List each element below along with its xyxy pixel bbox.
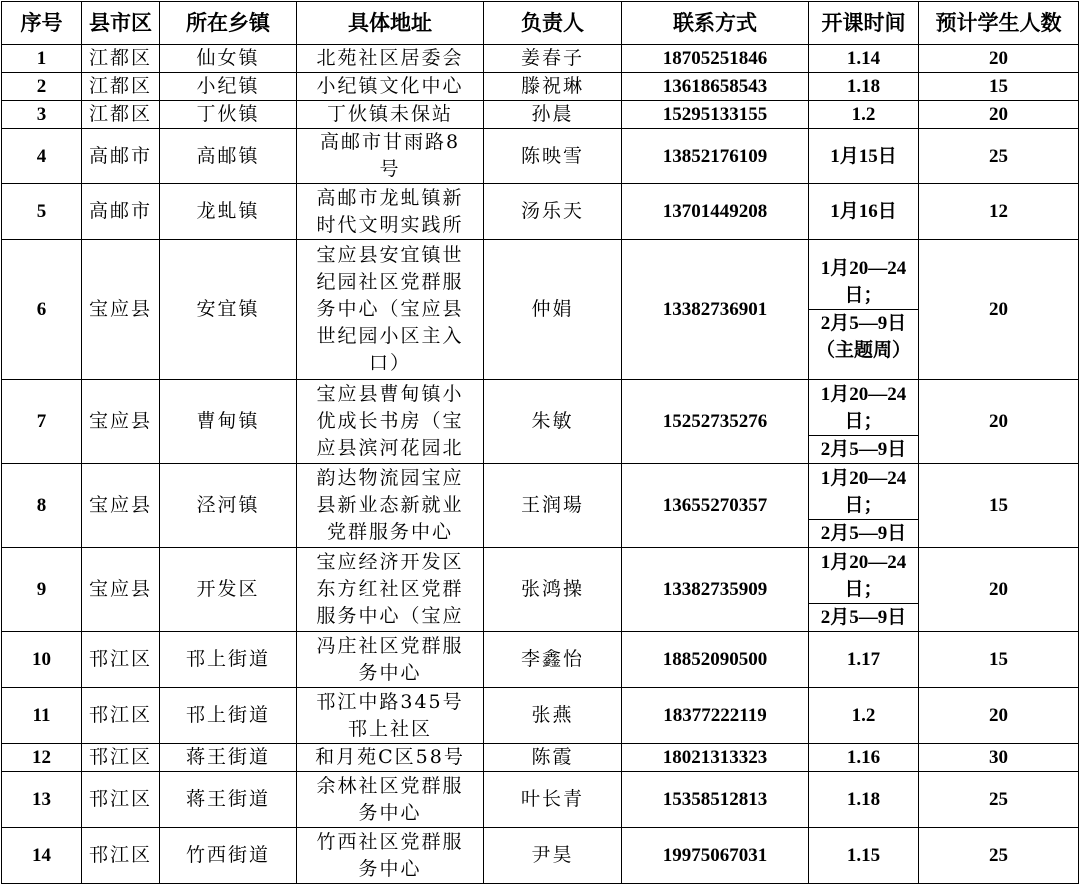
time-part: 1月20—24日； <box>820 467 907 516</box>
cell-students: 25 <box>919 772 1079 828</box>
cell-students: 20 <box>919 548 1079 632</box>
header-students: 预计学生人数 <box>919 2 1079 45</box>
cell-phone: 19975067031 <box>622 828 809 884</box>
cell-address <box>297 184 484 240</box>
cell-time <box>809 548 919 632</box>
cell-town: 蒋王街道 <box>160 772 297 828</box>
cell-seq: 1 <box>2 45 82 73</box>
cell-time <box>809 380 919 464</box>
cell-phone: 13618658543 <box>622 73 809 101</box>
cell-address <box>297 688 484 744</box>
cell-students: 20 <box>919 101 1079 129</box>
cell-town: 高邮镇 <box>160 129 297 184</box>
cell-person: 陈霞 <box>484 744 622 772</box>
cell-time <box>809 464 919 548</box>
cell-seq: 4 <box>2 129 82 184</box>
address-text: 冯庄社区党群服务中心 <box>316 634 464 684</box>
cell-phone: 15295133155 <box>622 101 809 129</box>
table-row <box>2 73 1079 101</box>
cell-county: 邗江区 <box>82 744 160 772</box>
table-row <box>2 129 1079 184</box>
cell-phone: 13382735909 <box>622 548 809 632</box>
cell-county: 高邮市 <box>82 184 160 240</box>
cell-county: 宝应县 <box>82 380 160 464</box>
cell-seq: 9 <box>2 548 82 632</box>
time-part: 1月20—24日； <box>820 383 907 432</box>
cell-students: 25 <box>919 828 1079 884</box>
address-text: 宝应县曹甸镇小优成长书房（宝应县滨河花园北 <box>316 383 464 459</box>
cell-phone: 18705251846 <box>622 45 809 73</box>
cell-town: 邗上街道 <box>160 688 297 744</box>
address-text: 高邮市龙虬镇新时代文明实践所 <box>316 186 464 236</box>
cell-person: 孙晨 <box>484 101 622 129</box>
cell-person: 汤乐天 <box>484 184 622 240</box>
cell-town: 小纪镇 <box>160 73 297 101</box>
table-row <box>2 688 1079 744</box>
table-row <box>2 240 1079 380</box>
cell-seq: 5 <box>2 184 82 240</box>
cell-person: 张鸿操 <box>484 548 622 632</box>
cell-town: 安宜镇 <box>160 240 297 380</box>
cell-address <box>297 772 484 828</box>
cell-address <box>297 380 484 464</box>
cell-county: 高邮市 <box>82 129 160 184</box>
cell-students: 15 <box>919 632 1079 688</box>
header-county: 县市区 <box>82 2 160 45</box>
cell-address <box>297 744 484 772</box>
time-split <box>809 549 918 631</box>
cell-seq: 7 <box>2 380 82 464</box>
cell-person: 王润瑒 <box>484 464 622 548</box>
cell-phone: 13852176109 <box>622 129 809 184</box>
cell-town: 泾河镇 <box>160 464 297 548</box>
cell-students: 20 <box>919 240 1079 380</box>
header-address: 具体地址 <box>297 2 484 45</box>
time-part: 2月5—9日 <box>809 603 918 631</box>
address-text: 宝应经济开发区东方红社区党群服务中心（宝应 <box>316 551 464 627</box>
address-text: 和月苑C区58号 <box>315 746 465 768</box>
cell-address <box>297 240 484 380</box>
time-split <box>809 381 918 463</box>
cell-time: 1.2 <box>809 101 919 129</box>
cell-students: 15 <box>919 73 1079 101</box>
cell-town: 开发区 <box>160 548 297 632</box>
cell-seq: 8 <box>2 464 82 548</box>
cell-time: 1.14 <box>809 45 919 73</box>
cell-county: 宝应县 <box>82 464 160 548</box>
cell-time <box>809 240 919 380</box>
time-part: 2月5—9日（主题周） <box>809 309 918 364</box>
cell-time: 1.18 <box>809 772 919 828</box>
table-row <box>2 744 1079 772</box>
cell-students: 20 <box>919 688 1079 744</box>
time-split <box>809 465 918 547</box>
cell-county: 江都区 <box>82 101 160 129</box>
cell-person: 李鑫怡 <box>484 632 622 688</box>
cell-county: 江都区 <box>82 73 160 101</box>
header-row <box>2 2 1079 45</box>
cell-address <box>297 45 484 73</box>
table-row <box>2 464 1079 548</box>
cell-phone: 15252735276 <box>622 380 809 464</box>
cell-seq: 2 <box>2 73 82 101</box>
cell-county: 邗江区 <box>82 688 160 744</box>
cell-person: 陈映雪 <box>484 129 622 184</box>
cell-phone: 18021313323 <box>622 744 809 772</box>
cell-seq: 13 <box>2 772 82 828</box>
cell-address <box>297 464 484 548</box>
cell-students: 25 <box>919 129 1079 184</box>
header-town: 所在乡镇 <box>160 2 297 45</box>
table-row <box>2 184 1079 240</box>
cell-town: 仙女镇 <box>160 45 297 73</box>
cell-students: 15 <box>919 464 1079 548</box>
cell-address <box>297 632 484 688</box>
address-text: 高邮市甘雨路8号 <box>319 131 461 180</box>
cell-person: 仲娟 <box>484 240 622 380</box>
cell-person: 滕祝琳 <box>484 73 622 101</box>
cell-town: 蒋王街道 <box>160 744 297 772</box>
address-text: 宝应县安宜镇世纪园社区党群服务中心（宝应县世纪园小区主入口） <box>316 244 464 374</box>
cell-seq: 11 <box>2 688 82 744</box>
cell-address <box>297 129 484 184</box>
cell-address <box>297 828 484 884</box>
time-split <box>809 255 918 364</box>
cell-seq: 6 <box>2 240 82 380</box>
header-seq: 序号 <box>2 2 82 45</box>
table-body <box>2 45 1079 884</box>
cell-time: 1.2 <box>809 688 919 744</box>
cell-town: 曹甸镇 <box>160 380 297 464</box>
cell-county: 邗江区 <box>82 772 160 828</box>
cell-time: 1.16 <box>809 744 919 772</box>
cell-person: 朱敏 <box>484 380 622 464</box>
cell-phone: 15358512813 <box>622 772 809 828</box>
cell-students: 12 <box>919 184 1079 240</box>
address-text: 小纪镇文化中心 <box>316 75 464 97</box>
cell-town: 邗上街道 <box>160 632 297 688</box>
address-text: 丁伙镇未保站 <box>326 103 453 125</box>
table-row <box>2 45 1079 73</box>
cell-county: 宝应县 <box>82 240 160 380</box>
cell-seq: 12 <box>2 744 82 772</box>
time-part: 2月5—9日 <box>809 435 918 463</box>
cell-time: 1.18 <box>809 73 919 101</box>
table-row <box>2 828 1079 884</box>
time-part: 1月20—24日； <box>820 258 907 306</box>
cell-phone: 13382736901 <box>622 240 809 380</box>
cell-county: 邗江区 <box>82 632 160 688</box>
cell-town: 丁伙镇 <box>160 101 297 129</box>
cell-phone: 13701449208 <box>622 184 809 240</box>
cell-time: 1月15日 <box>809 129 919 184</box>
cell-county: 江都区 <box>82 45 160 73</box>
cell-seq: 10 <box>2 632 82 688</box>
time-part: 1月20—24日； <box>820 551 907 600</box>
schedule-table <box>1 1 1079 884</box>
cell-county: 邗江区 <box>82 828 160 884</box>
cell-town: 竹西街道 <box>160 828 297 884</box>
cell-students: 20 <box>919 45 1079 73</box>
cell-phone: 18852090500 <box>622 632 809 688</box>
cell-person: 姜春子 <box>484 45 622 73</box>
table-row <box>2 548 1079 632</box>
cell-time: 1月16日 <box>809 184 919 240</box>
cell-address <box>297 548 484 632</box>
cell-person: 叶长青 <box>484 772 622 828</box>
header-person: 负责人 <box>484 2 622 45</box>
table-row <box>2 101 1079 129</box>
cell-address <box>297 73 484 101</box>
cell-person: 尹昊 <box>484 828 622 884</box>
cell-students: 20 <box>919 380 1079 464</box>
cell-students: 30 <box>919 744 1079 772</box>
address-text: 韵达物流园宝应县新业态新就业党群服务中心 <box>316 467 464 543</box>
cell-address <box>297 101 484 129</box>
cell-phone: 18377222119 <box>622 688 809 744</box>
address-text: 竹西社区党群服务中心 <box>316 830 464 880</box>
cell-time: 1.17 <box>809 632 919 688</box>
table-row <box>2 632 1079 688</box>
time-part: 2月5—9日 <box>809 519 918 547</box>
address-text: 邗江中路345号邗上社区 <box>316 690 464 740</box>
table-row <box>2 380 1079 464</box>
cell-phone: 13655270357 <box>622 464 809 548</box>
address-text: 北苑社区居委会 <box>316 47 464 69</box>
cell-person: 张燕 <box>484 688 622 744</box>
header-phone: 联系方式 <box>622 2 809 45</box>
header-time: 开课时间 <box>809 2 919 45</box>
cell-county: 宝应县 <box>82 548 160 632</box>
cell-town: 龙虬镇 <box>160 184 297 240</box>
address-text: 余林社区党群服务中心 <box>316 774 464 824</box>
cell-seq: 14 <box>2 828 82 884</box>
table-row <box>2 772 1079 828</box>
cell-time: 1.15 <box>809 828 919 884</box>
cell-seq: 3 <box>2 101 82 129</box>
